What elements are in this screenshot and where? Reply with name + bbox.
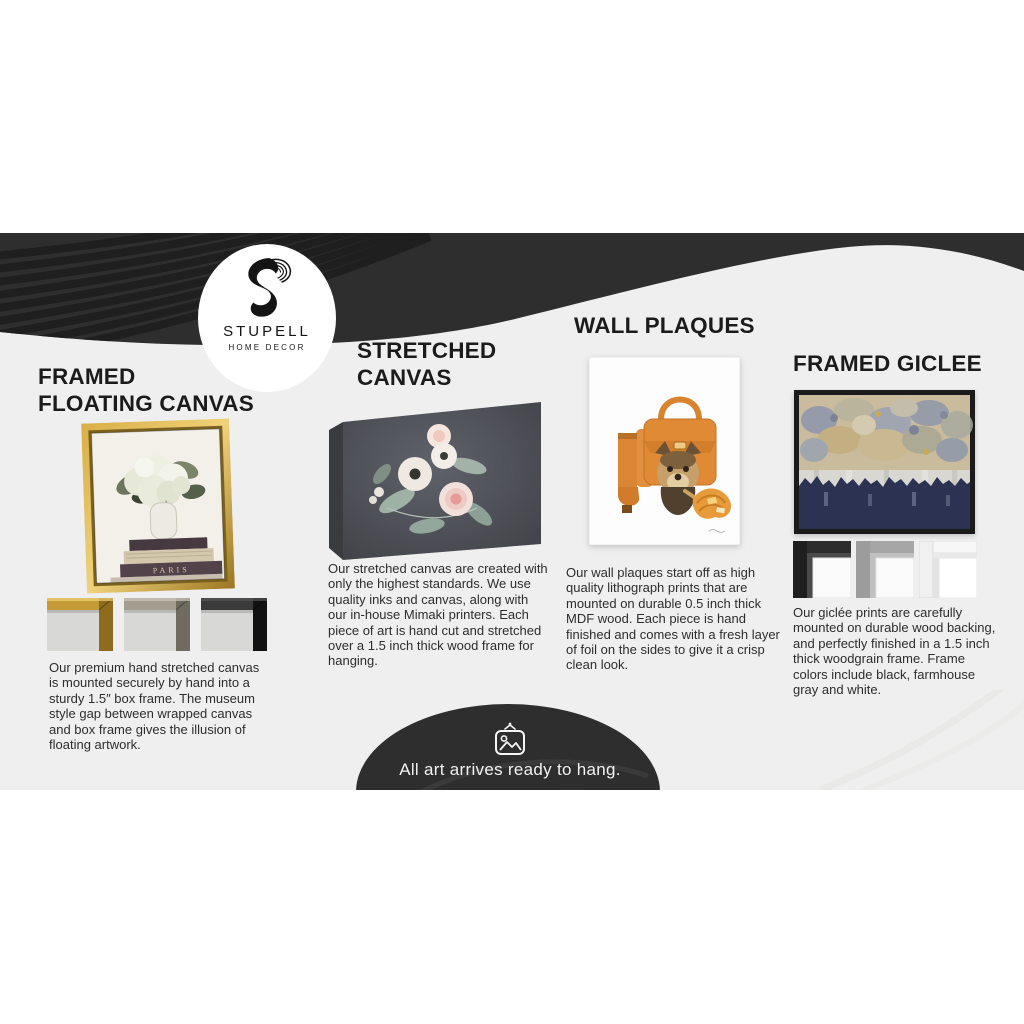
stupell-s-swoosh-logo-icon bbox=[236, 252, 298, 322]
footer-tagline: All art arrives ready to hang. bbox=[399, 760, 621, 779]
frame-swatch-farmhouse-gray bbox=[856, 541, 914, 598]
framed-picture-icon bbox=[491, 721, 529, 757]
title-line: CANVAS bbox=[357, 365, 452, 390]
title-line: FLOATING CANVAS bbox=[38, 391, 254, 416]
frame-swatch-white bbox=[919, 541, 977, 598]
section-title-stretched-canvas bbox=[357, 337, 496, 391]
corner-swirl-decor bbox=[810, 690, 1024, 790]
frame-color-swatches-giclee bbox=[793, 541, 977, 598]
paris-book-label: PARIS bbox=[152, 564, 190, 576]
brand-tagline: HOME DECOR bbox=[228, 343, 306, 352]
section-title-framed-giclee bbox=[793, 350, 982, 377]
frame-swatch-black bbox=[201, 598, 267, 651]
frame-color-swatches-floating bbox=[47, 598, 267, 651]
section-body-wall-plaques: Our wall plaques start off as high quality lithograph prints that are mounted on durable 0.5 inch thick MDF wood. Each piece is hand finished and comes with a fresh layer of foil on the sides to give it a crisp clean look. bbox=[566, 565, 780, 673]
section-body-framed-giclee: Our giclée prints are carefully mounted on durable wood backing, and perfectly finished in a 1.5 inch thick woodgrain frame. Frame colors include black, farmhouse gray and white. bbox=[793, 605, 996, 698]
brand-logo-badge bbox=[198, 244, 336, 392]
section-body-framed-floating-canvas: Our premium hand stretched canvas is mounted securely by hand into a sturdy 1.5″ box frame. The museum style gap between wrapped canvas and box frame gives the illusion of floating artwork. bbox=[49, 660, 260, 753]
frame-swatch-black bbox=[793, 541, 851, 598]
frame-swatch-pewter bbox=[124, 598, 190, 651]
title-line: STRETCHED bbox=[357, 338, 497, 363]
top-wave-band bbox=[0, 233, 1024, 358]
title-line: FRAMED GICLEE bbox=[793, 351, 982, 376]
floating-canvas-product-image bbox=[81, 418, 235, 593]
frame-swatch-gold bbox=[47, 598, 113, 651]
wall-plaque-product-image bbox=[589, 357, 740, 545]
brand-name: STUPELL bbox=[223, 323, 311, 340]
framed-giclee-product-image bbox=[794, 390, 975, 534]
title-line: FRAMED bbox=[38, 364, 136, 389]
title-line: WALL PLAQUES bbox=[574, 313, 755, 338]
section-body-stretched-canvas: Our stretched canvas are created with only the highest standards. We use quality inks and canvas, along with our in-house Mimaki printers. Each piece of art is hand cut and stretched over a 1.5 inch thick wood frame for hanging. bbox=[328, 561, 548, 669]
section-title-wall-plaques bbox=[574, 312, 755, 339]
abstract-artwork bbox=[799, 395, 973, 529]
stretched-canvas-product-image bbox=[327, 396, 543, 564]
